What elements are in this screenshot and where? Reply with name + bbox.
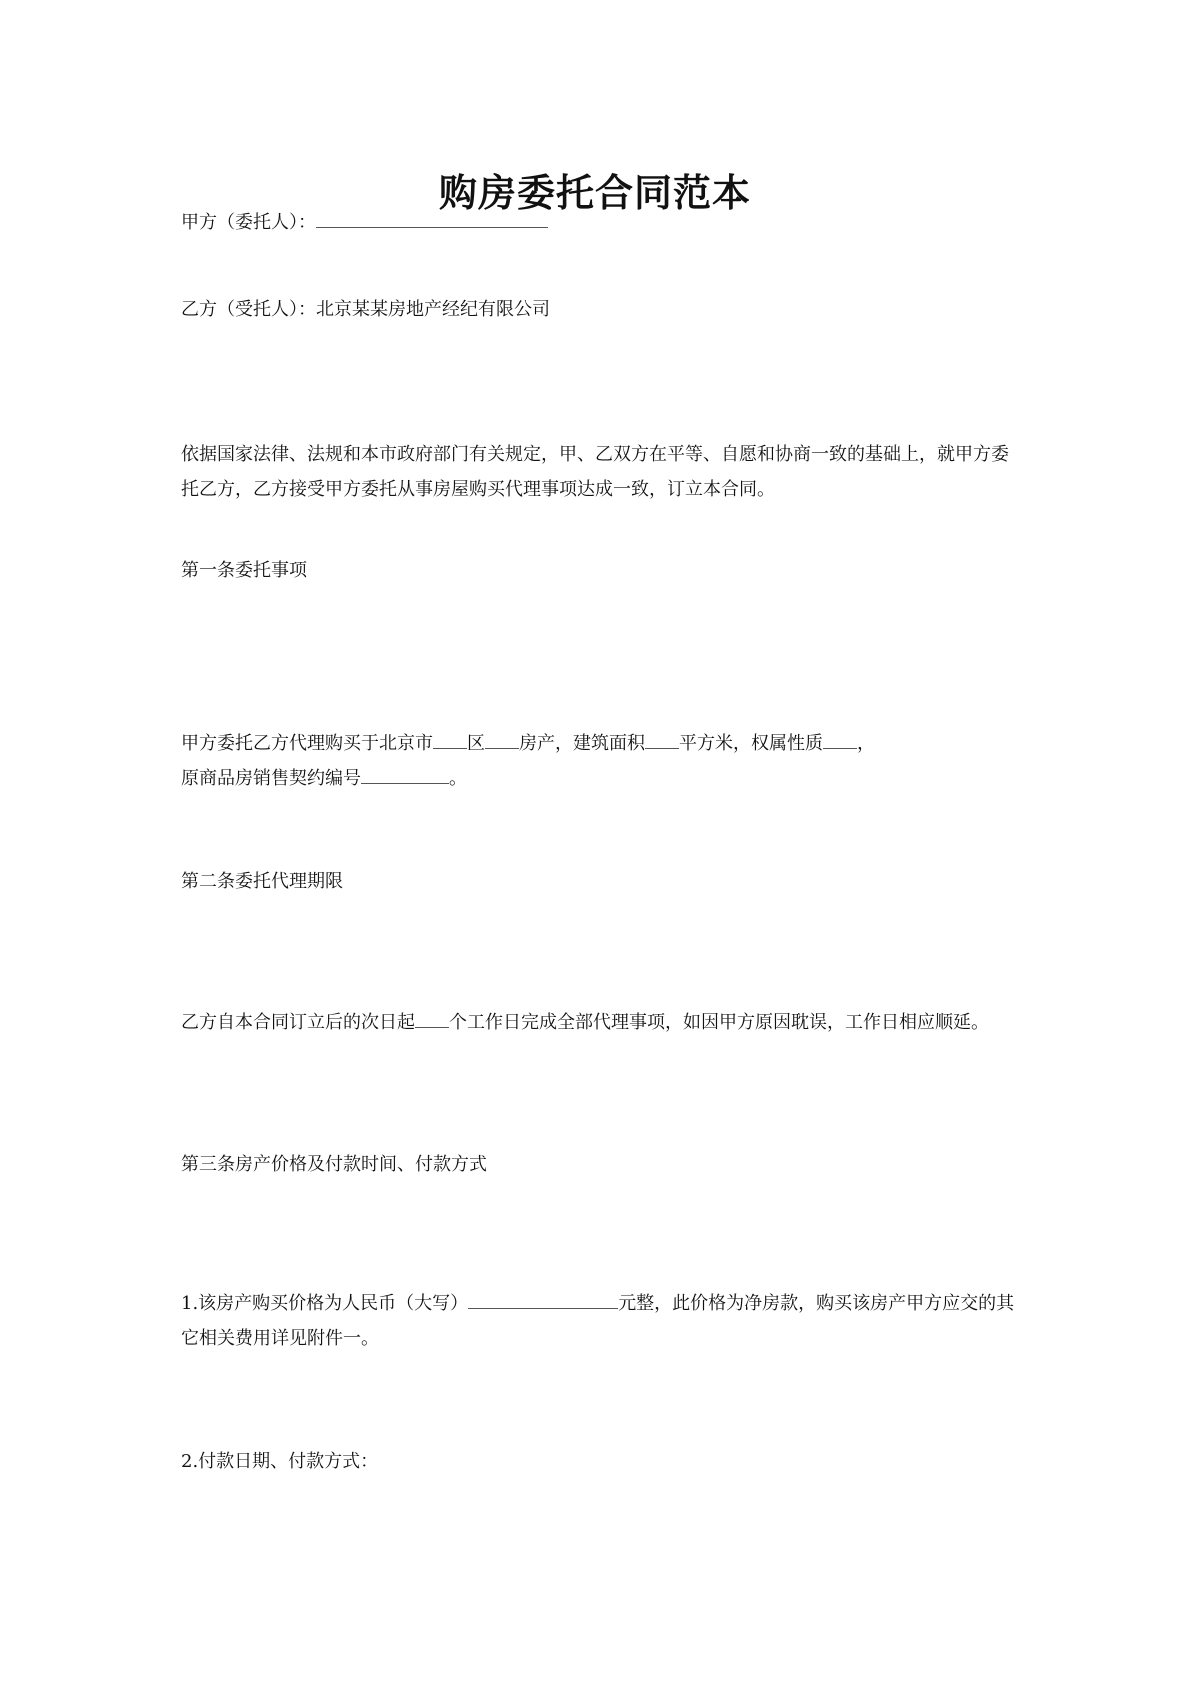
article1-body: [181, 726, 1021, 796]
text-segment: 个工作日完成全部代理事项，如因甲方原因耽误，工作日相应顺延。: [449, 1012, 989, 1033]
party-a-line: [181, 205, 1021, 240]
party-a-blank[interactable]: [316, 209, 548, 228]
article3-item2: 2.付款日期、付款方式：: [181, 1451, 379, 1472]
price-blank[interactable]: [468, 1290, 618, 1309]
text-segment: 房产，建筑面积: [519, 733, 645, 754]
text-segment: 元整，此价格为净房款，购买该房产甲方应交的其它相关费用详见附件一。: [181, 1293, 1015, 1349]
text-segment: 1.该房产购买价格为人民币（大写）: [181, 1293, 469, 1314]
party-b-line: [181, 292, 1021, 327]
area-blank[interactable]: [645, 730, 679, 749]
property-blank[interactable]: [485, 730, 519, 749]
article2-heading: 第二条委托代理期限: [181, 871, 343, 892]
text-segment: 原商品房销售契约编号: [181, 768, 361, 789]
text-segment: 。: [449, 768, 467, 789]
text-segment: ，: [857, 733, 875, 754]
text-segment: 甲方委托乙方代理购买于北京市: [181, 733, 433, 754]
document-title: 购房委托合同范本: [438, 171, 751, 215]
preamble: 依据国家法律、法规和本市政府部门有关规定，甲、乙双方在平等、自愿和协商一致的基础上，就甲方委托乙方，乙方接受甲方委托从事房屋购买代理事项达成一致，订立本合同。: [181, 444, 1009, 500]
ownership-blank[interactable]: [823, 730, 857, 749]
text-segment: 区: [467, 733, 485, 754]
party-b-value: 北京某某房地产经纪有限公司: [316, 299, 550, 320]
text-segment: 平方米，权属性质: [679, 733, 823, 754]
party-a-label: 甲方（委托人）：: [181, 212, 316, 233]
text-segment: 乙方自本合同订立后的次日起: [181, 1012, 415, 1033]
article1-heading: 第一条委托事项: [181, 560, 307, 581]
article3-heading: 第三条房产价格及付款时间、付款方式: [181, 1154, 487, 1175]
workdays-blank[interactable]: [415, 1009, 449, 1028]
article3-item1: [181, 1286, 1021, 1356]
contract-number-blank[interactable]: [361, 765, 449, 784]
district-blank[interactable]: [433, 730, 467, 749]
party-b-label: 乙方（受托人）：: [181, 299, 316, 320]
article2-body: [181, 1005, 1021, 1040]
